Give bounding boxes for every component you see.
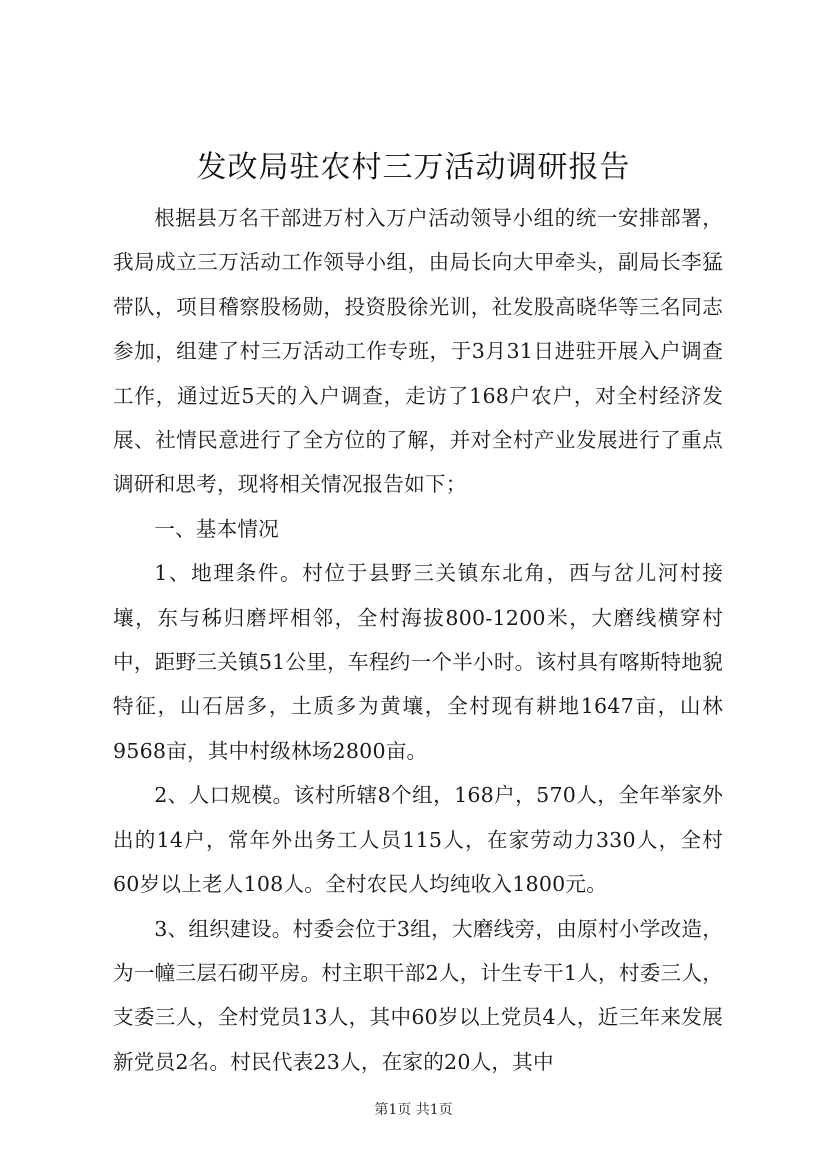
- paragraph-geography: 1、地理条件。村位于县野三关镇东北角，西与岔儿河村接壤，东与秭归磨坪相邻，全村海拔800-1200米，大磨线横穿村中，距野三关镇51公里，车程约一个半小时。该村具有喀斯特地貌特征，山石居多，土质多为黄壤，全村现有耕地1647亩，山林9568亩，其中村级林场2800亩。: [113, 561, 723, 763]
- document-title: 发改局驻农村三万活动调研报告: [196, 150, 631, 185]
- intro-paragraph: 根据县万名干部进万村入万户活动领导小组的统一安排部署，我局成立三万活动工作领导小组，由局长向大甲牵头，副局长李猛带队，项目稽察股杨勋，投资股徐光训，社发股高晓华等三名同志参加，组建了村三万活动工作专班，于3月31日进驻开展入户调查工作，通过近5天的入户调查，走访了168户农户，对全村经济发展、社情民意进行了全方位的了解，并对全村产业发展进行了重点调研和思考，现将相关情况报告如下；: [113, 206, 723, 497]
- document-body: [113, 196, 723, 1084]
- paragraph-population: 2、人口规模。该村所辖8个组，168户，570人，全年举家外出的14户，常年外出务工人员115人，在家劳动力330人，全村60岁以上老人108人。全村农民人均纯收入1800元。: [113, 783, 723, 897]
- page-footer: 第1页 共1页: [374, 1102, 453, 1118]
- section-heading-basic-info: 一、基本情况: [154, 516, 279, 541]
- paragraph-organization: 3、组织建设。村委会位于3组，大磨线旁，由原村小学改造，为一幢三层石砌平房。村主职干部2人，计生专干1人，村委三人，支委三人，全村党员13人，其中60岁以上党员4人，近三年来发展新党员2名。村民代表23人，在家的20人，其中: [113, 916, 723, 1074]
